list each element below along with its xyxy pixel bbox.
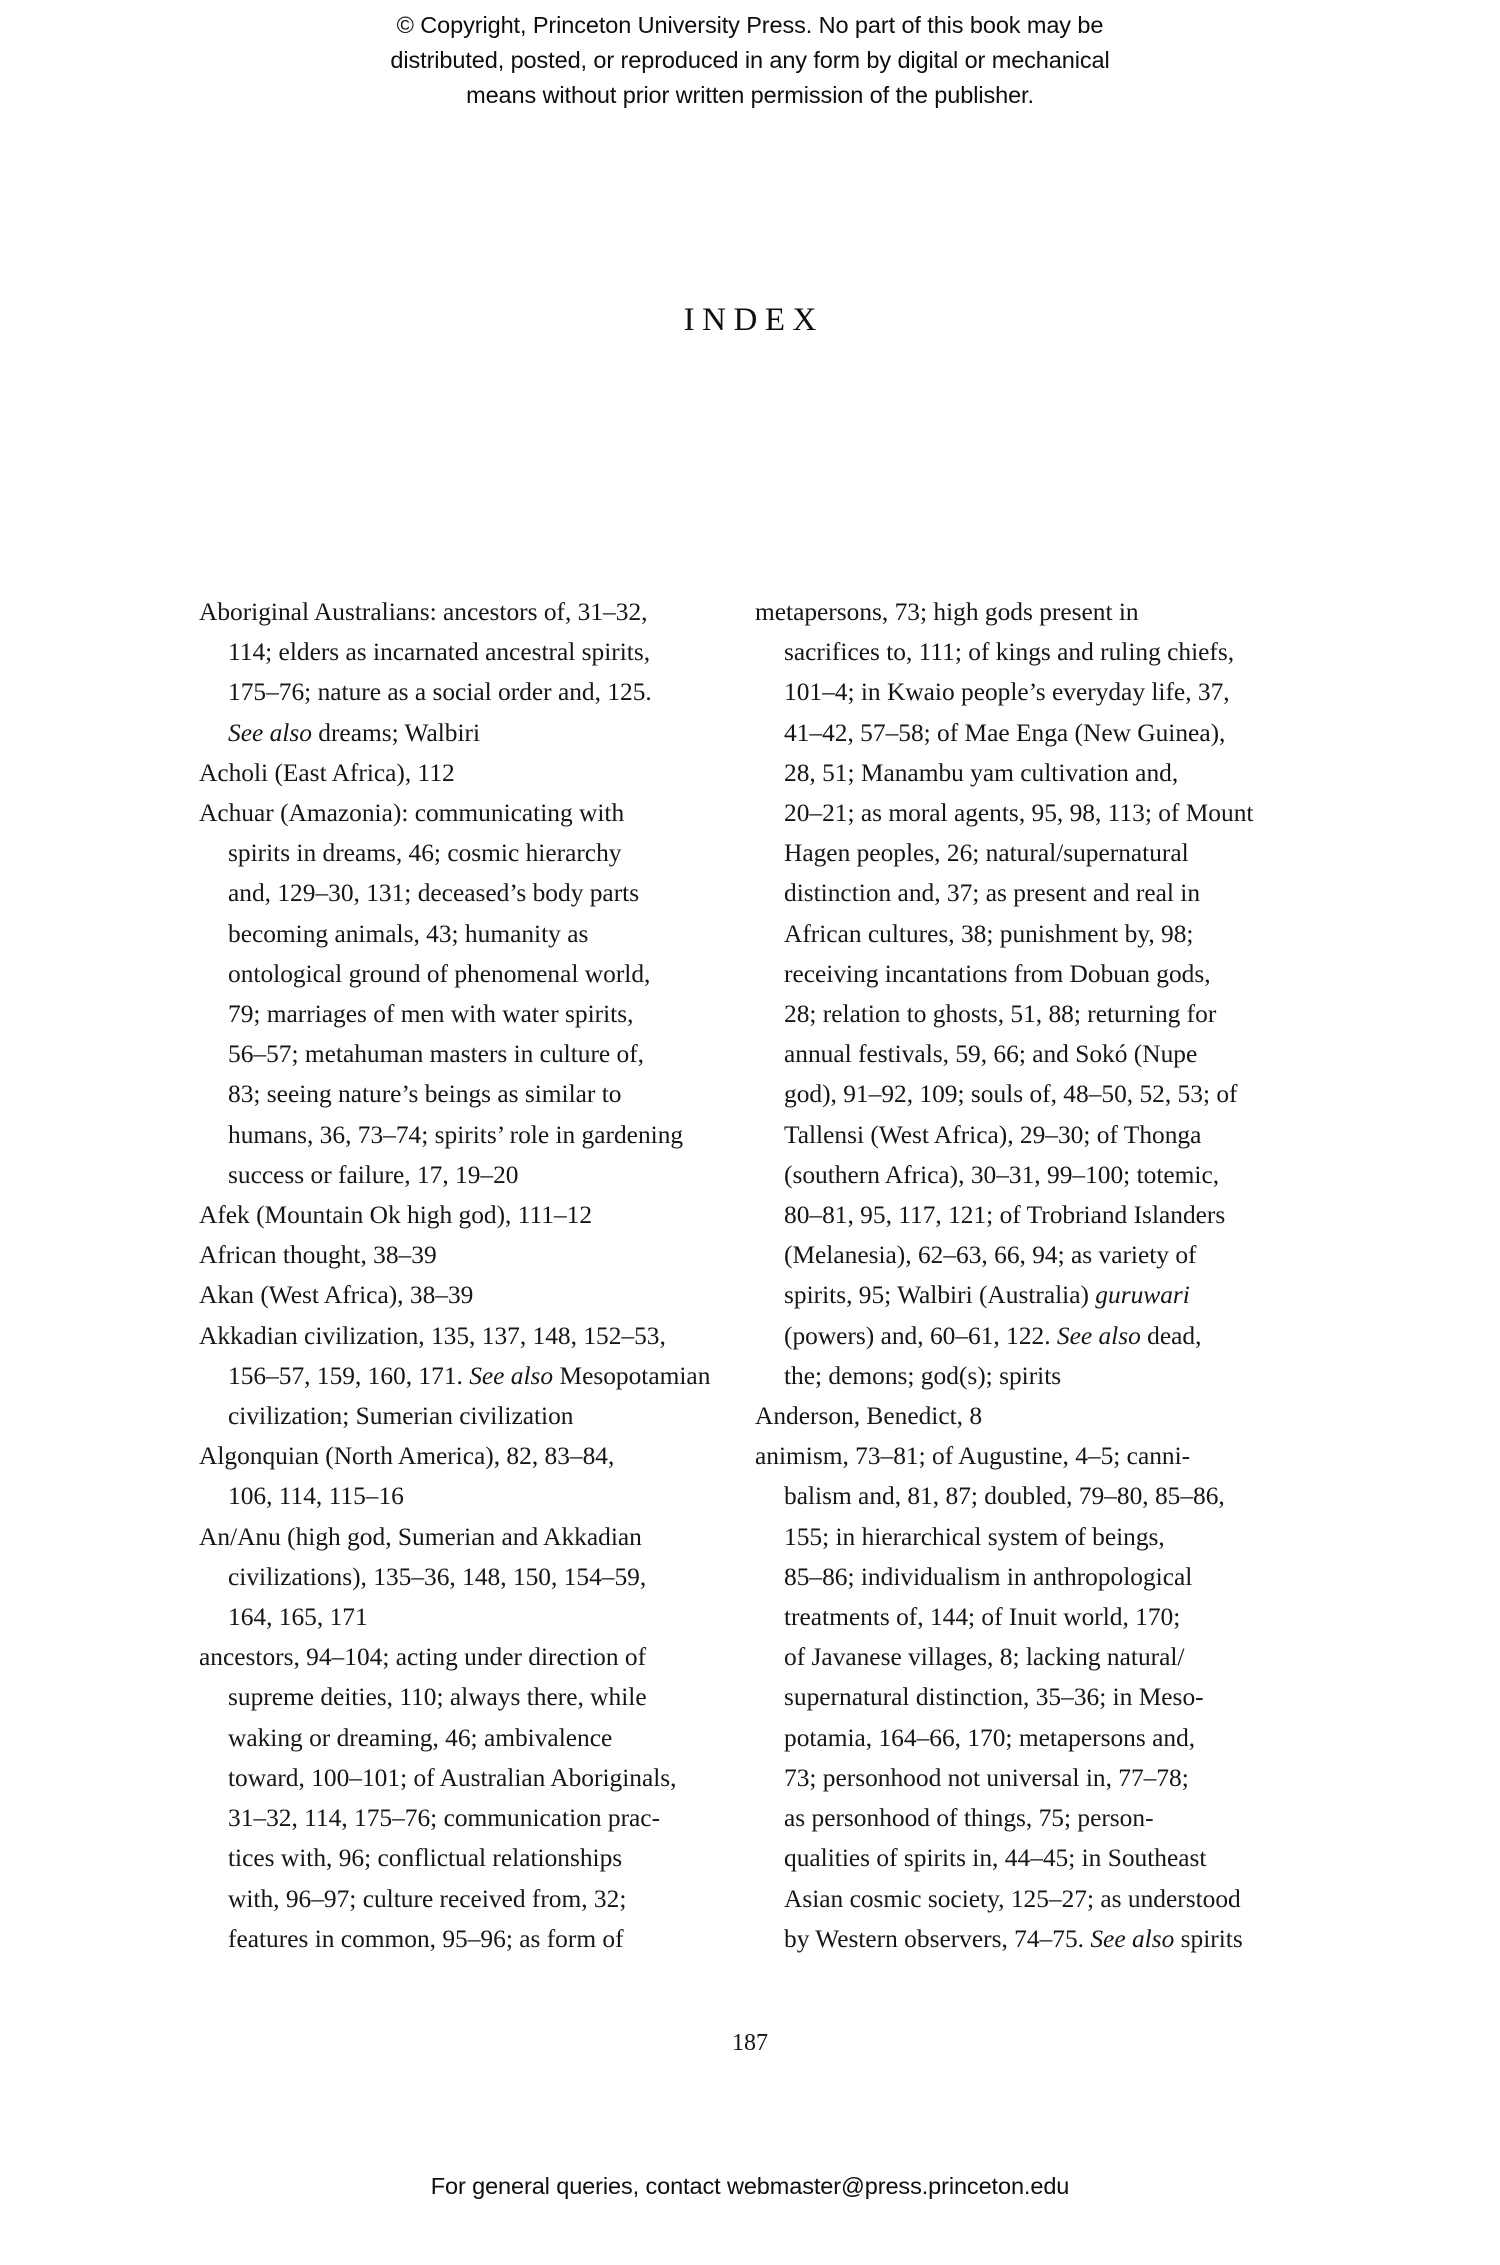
index-entry-headline: An/Anu (high god, Sumerian and Akkadian [199, 1522, 642, 1551]
index-entry-runover: 156–57, 159, 160, 171. See also Mesopotamian [228, 1361, 711, 1390]
index-entry-runover: (Melanesia), 62–63, 66, 94; as variety of [784, 1241, 1197, 1270]
index-entry-runover: receiving incantations from Dobuan gods, [784, 959, 1211, 988]
index-entry-runover: humans, 36, 73–74; spirits’ role in gardening [228, 1120, 684, 1149]
index-entry-runover: of Javanese villages, 8; lacking natural/ [784, 1643, 1185, 1672]
index-entry-runover: 73; personhood not universal in, 77–78; [784, 1763, 1189, 1792]
index-entry-runover: (powers) and, 60–61, 122. See also dead, [784, 1321, 1202, 1350]
index-entry [199, 1235, 681, 1275]
index-entry-runover: Asian cosmic society, 125–27; as understood [784, 1884, 1241, 1913]
index-entry-runover: annual festivals, 59, 66; and Sokó (Nupe [784, 1040, 1198, 1069]
copyright-line-2: distributed, posted, or reproduced in any form by digital or mechanical [390, 47, 1110, 73]
index-entry-runover: civilizations), 135–36, 148, 150, 154–59, [228, 1562, 647, 1591]
index-entry-runover: waking or dreaming, 46; ambivalence [228, 1723, 613, 1752]
index-entry [755, 1396, 1237, 1436]
index-entry [199, 1275, 681, 1315]
index-entry-runover: supreme deities, 110; always there, while [228, 1683, 647, 1712]
index-entry-runover: See also dreams; Walbiri [228, 718, 481, 747]
index-entry-runover: 155; in hierarchical system of beings, [784, 1522, 1165, 1551]
index-entry-runover: ontological ground of phenomenal world, [228, 959, 651, 988]
page-title: INDEX [683, 302, 824, 338]
index-entry-runover: 41–42, 57–58; of Mae Enga (New Guinea), [784, 718, 1226, 747]
index-entry [199, 1316, 711, 1437]
index-entry-runover: African cultures, 38; punishment by, 98; [784, 919, 1194, 948]
index-entry-runover: by Western observers, 74–75. See also spirits [784, 1924, 1243, 1953]
index-entry-runover: civilization; Sumerian civilization [228, 1402, 574, 1431]
index-entry-runover: toward, 100–101; of Australian Aboriginals, [228, 1763, 677, 1792]
index-entry-runover: 31–32, 114, 175–76; communication prac- [228, 1804, 661, 1833]
index-entry-runover: supernatural distinction, 35–36; in Meso- [784, 1683, 1204, 1712]
index-entry-runover: sacrifices to, 111; of kings and ruling chiefs, [784, 638, 1235, 667]
index-entry-runover: 20–21; as moral agents, 95, 98, 113; of Mount [784, 799, 1254, 828]
index-entry-headline: Achuar (Amazonia): communicating with [199, 799, 625, 828]
index-entry-runover: distinction and, 37; as present and real in [784, 879, 1201, 908]
index-entry-runover: becoming animals, 43; humanity as [228, 919, 589, 948]
index-entry-runover: (southern Africa), 30–31, 99–100; totemic, [784, 1160, 1220, 1189]
copyright-notice [0, 8, 1500, 113]
index-entry-headline: Akan (West Africa), 38–39 [199, 1281, 474, 1310]
index-entry-headline: Akkadian civilization, 135, 137, 148, 152–53, [199, 1321, 666, 1350]
index-entry-headline: ancestors, 94–104; acting under direction of [199, 1643, 647, 1672]
index-entry-headline: Aboriginal Australians: ancestors of, 31–32, [199, 598, 648, 626]
index-body [199, 592, 1259, 1972]
index-entry-runover: tices with, 96; conflictual relationships [228, 1844, 623, 1873]
index-entry [199, 1517, 681, 1638]
index-entry-runover: balism and, 81, 87; doubled, 79–80, 85–86, [784, 1482, 1225, 1511]
index-entry-headline: African thought, 38–39 [199, 1241, 437, 1270]
index-entry-runover: the; demons; god(s); spirits [784, 1361, 1062, 1390]
index-entry [199, 793, 684, 1195]
index-entry [199, 1195, 681, 1235]
index-entry-runover: Hagen peoples, 26; natural/supernatural [784, 839, 1189, 868]
index-entry-runover: features in common, 95–96; as form of [228, 1924, 624, 1953]
index-entry-runover: spirits, 95; Walbiri (Australia) guruwari [784, 1281, 1190, 1310]
index-entry-runover: potamia, 164–66, 170; metapersons and, [784, 1723, 1196, 1752]
index-entry-runover: success or failure, 17, 19–20 [228, 1160, 519, 1189]
index-entry-runover: 28, 51; Manambu yam cultivation and, [784, 758, 1179, 787]
copyright-line-3: means without prior written permission of the publisher. [466, 82, 1034, 108]
index-entry [755, 592, 1254, 1396]
index-entry [199, 753, 681, 793]
index-entry-headline: Afek (Mountain Ok high god), 111–12 [199, 1201, 593, 1230]
index-entry-runover: 175–76; nature as a social order and, 125. [228, 678, 652, 707]
index-entry-runover: 79; marriages of men with water spirits, [228, 1000, 634, 1029]
index-entry [755, 1436, 1243, 1959]
index-entry-runover: 83; seeing nature’s beings as similar to [228, 1080, 622, 1109]
index-entry-runover: with, 96–97; culture received from, 32; [228, 1884, 627, 1913]
index-entry-runover: 101–4; in Kwaio people’s everyday life, 37, [784, 678, 1230, 707]
index-entry-headline: animism, 73–81; of Augustine, 4–5; canni- [755, 1442, 1191, 1471]
index-column-left [199, 592, 711, 1959]
index-entry [199, 1637, 681, 1959]
index-entry-headline: Acholi (East Africa), 112 [199, 758, 455, 787]
page-folio: 187 [732, 2030, 768, 2056]
index-entry-runover: 85–86; individualism in anthropological [784, 1562, 1193, 1591]
footer-query: For general queries, contact webmaster@press.princeton.edu [430, 2173, 1070, 2199]
index-entry-runover: 28; relation to ghosts, 51, 88; returning for [784, 1000, 1217, 1029]
index-entry-runover: 56–57; metahuman masters in culture of, [228, 1040, 645, 1069]
index-entry-runover: 80–81, 95, 117, 121; of Trobriand Islanders [784, 1201, 1226, 1230]
index-entry-runover: spirits in dreams, 46; cosmic hierarchy [228, 839, 622, 868]
index-entry-runover: Tallensi (West Africa), 29–30; of Thonga [784, 1120, 1202, 1149]
index-entry-runover: 106, 114, 115–16 [228, 1482, 404, 1511]
index-entry [199, 1436, 681, 1516]
index-column-right [755, 592, 1254, 1959]
copyright-line-1: © Copyright, Princeton University Press. No part of this book may be [396, 12, 1104, 38]
index-entry-headline: metapersons, 73; high gods present in [755, 598, 1139, 626]
index-entry-headline: Algonquian (North America), 82, 83–84, [199, 1442, 615, 1471]
index-entry-runover: god), 91–92, 109; souls of, 48–50, 52, 53; of [784, 1080, 1238, 1109]
index-entry-runover: treatments of, 144; of Inuit world, 170; [784, 1603, 1181, 1632]
index-entry-runover: 114; elders as incarnated ancestral spirits, [228, 638, 651, 667]
index-entry-headline: Anderson, Benedict, 8 [755, 1402, 983, 1431]
index-entry-runover: qualities of spirits in, 44–45; in Southeast [784, 1844, 1207, 1873]
index-entry [199, 592, 681, 753]
index-entry-runover: 164, 165, 171 [228, 1603, 368, 1632]
index-entry-runover: and, 129–30, 131; deceased’s body parts [228, 879, 640, 908]
index-entry-runover: as personhood of things, 75; person- [784, 1804, 1154, 1833]
